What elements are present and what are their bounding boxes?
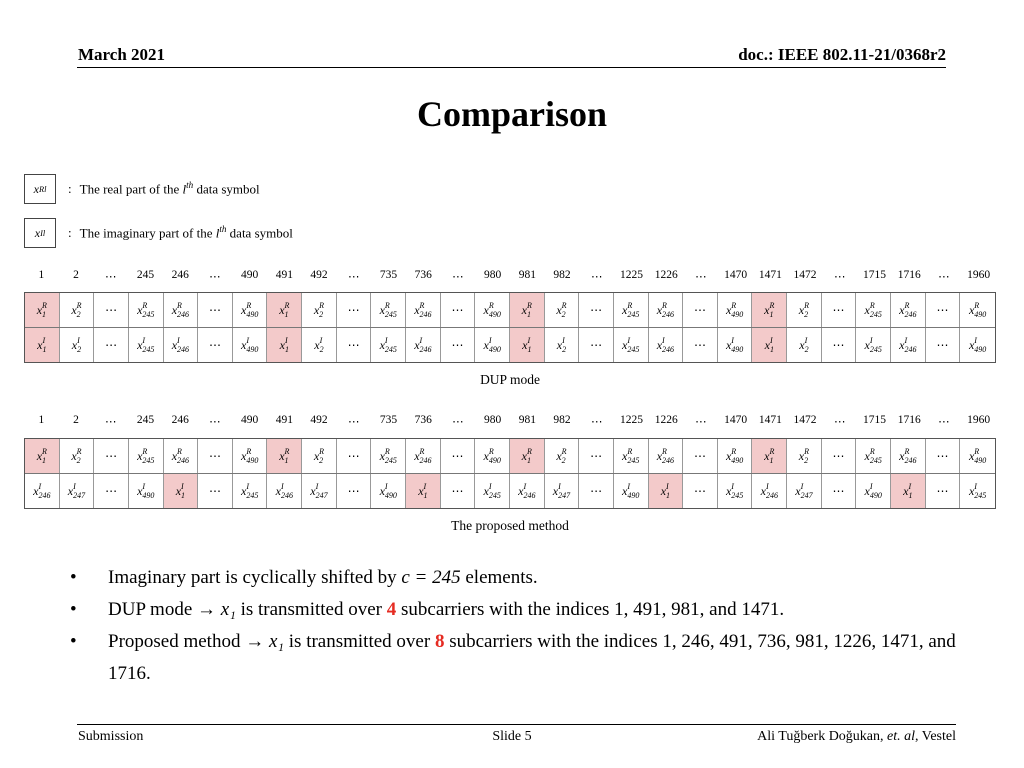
subcarrier-index: 1715 <box>862 414 886 426</box>
subcarrier-index: 1226 <box>654 269 678 281</box>
subcarrier-index: 1225 <box>619 269 643 281</box>
subcarrier-index: ⋯ <box>695 416 707 428</box>
ellipsis-cell: ⋯ <box>926 439 961 473</box>
legend-imag-symbol: x I l <box>24 218 56 248</box>
ellipsis-cell: ⋯ <box>441 328 476 362</box>
bullet-item: • DUP mode → x₁ is transmitted over 4 subcarriers with the indices 1, 491, 981, and 1471. <box>70 599 785 620</box>
symbol-cell: x R 490 <box>718 293 753 327</box>
symbol-cell: x I 246 <box>891 328 926 362</box>
subcarrier-index: 982 <box>553 414 571 426</box>
symbol-cell: x R 490 <box>475 439 510 473</box>
ellipsis-cell: ⋯ <box>683 439 718 473</box>
subcarrier-index: 246 <box>171 269 189 281</box>
subcarrier-index: 245 <box>136 414 155 426</box>
symbol-cell: x I 246 <box>164 328 199 362</box>
subcarrier-index: 736 <box>414 269 432 281</box>
symbol-cell: x R 246 <box>164 439 199 473</box>
symbol-cell: x I 247 <box>545 474 580 508</box>
legend-real-symbol: x R l <box>24 174 56 204</box>
subcarrier-index: 490 <box>241 269 259 281</box>
ellipsis-cell: ⋯ <box>198 439 233 473</box>
subcarrier-index: 1 <box>38 414 45 426</box>
footer-submission: Submission <box>78 729 144 744</box>
symbol-cell: x I 2 <box>302 328 337 362</box>
ellipsis-cell: ⋯ <box>683 293 718 327</box>
legend-real-text: The real part of the $l^{th}$ data symbol <box>79 180 260 197</box>
symbol-cell: x R 1 <box>267 439 302 473</box>
dup-real-row <box>25 293 995 327</box>
symbol-cell: x I 246 <box>25 474 60 508</box>
symbol-cell: x R 490 <box>968 301 987 319</box>
symbol-cell: x I 490 <box>371 474 406 508</box>
subcarrier-index: ⋯ <box>591 416 603 428</box>
subcarrier-index: ⋯ <box>105 416 117 428</box>
subcarrier-index: 491 <box>275 269 293 281</box>
subcarrier-index: ⋯ <box>105 271 117 283</box>
subcarrier-index: 981 <box>518 414 536 426</box>
subcarrier-index: 492 <box>310 414 328 426</box>
slide-title: Comparison <box>416 94 608 134</box>
subcarrier-index: 735 <box>379 414 398 426</box>
symbol-cell: x I 490 <box>614 474 649 508</box>
ellipsis-cell: ⋯ <box>822 293 857 327</box>
ellipsis-cell: ⋯ <box>579 328 614 362</box>
symbol-cell: x R 245 <box>856 293 891 327</box>
proposed-grid <box>24 438 996 509</box>
subcarrier-index: 491 <box>275 414 293 426</box>
symbol-cell: x R 245 <box>129 439 164 473</box>
symbol-cell: x I 245 <box>475 474 510 508</box>
ellipsis-cell: ⋯ <box>441 439 476 473</box>
subcarrier-index: 735 <box>379 269 398 281</box>
symbol-cell: x I 246 <box>267 474 302 508</box>
ellipsis-cell: ⋯ <box>94 328 129 362</box>
symbol-cell: x R 490 <box>233 293 268 327</box>
subcarrier-index: 736 <box>414 414 432 426</box>
symbol-cell: x I 1 <box>649 474 684 508</box>
subcarrier-index: 245 <box>136 269 155 281</box>
subcarrier-index: 1960 <box>967 414 991 426</box>
subcarrier-index: 1960 <box>967 269 991 281</box>
subcarrier-figure <box>24 170 996 533</box>
ellipsis-cell: ⋯ <box>198 474 233 508</box>
footer-author: Ali Tuğberk Doğukan, et. al, Vestel <box>757 729 956 744</box>
dup-imag-row <box>25 327 995 362</box>
symbol-cell: x R 1 <box>510 439 545 473</box>
ellipsis-cell: ⋯ <box>337 328 372 362</box>
proposed-imag-row <box>25 473 995 508</box>
proposed-caption: The proposed method <box>451 518 569 533</box>
subcarrier-index: 1470 <box>724 269 748 281</box>
symbol-cell: x I 245 <box>856 328 891 362</box>
subcarrier-index: 981 <box>518 269 536 281</box>
ellipsis-cell: ⋯ <box>198 293 233 327</box>
subcarrier-index: ⋯ <box>452 416 464 428</box>
subcarrier-index: 1470 <box>724 414 748 426</box>
symbol-cell: x I 1 <box>25 328 60 362</box>
ellipsis-cell: ⋯ <box>683 328 718 362</box>
bullet-item: • Proposed method → x₁ is transmitted over 8 subcarriers with the indices 1, 246, 491, 736, 981, 1226, 1471, and 1716. <box>70 631 956 684</box>
symbol-cell: x I 490 <box>233 328 268 362</box>
symbol-cell: x I 247 <box>302 474 337 508</box>
header-divider <box>77 67 946 68</box>
subcarrier-index: 1226 <box>654 414 678 426</box>
subcarrier-index: 1715 <box>862 269 886 281</box>
symbol-cell: x I 245 <box>614 328 649 362</box>
ellipsis-cell: ⋯ <box>337 439 372 473</box>
symbol-cell: x I 245 <box>233 474 268 508</box>
subcarrier-index: ⋯ <box>834 416 846 428</box>
ellipsis-cell: ⋯ <box>579 293 614 327</box>
ellipsis-cell: ⋯ <box>822 439 857 473</box>
symbol-cell: x I 1 <box>267 328 302 362</box>
subcarrier-index: 982 <box>553 269 571 281</box>
subcarrier-index: 980 <box>484 414 502 426</box>
symbol-cell: x R 490 <box>233 439 268 473</box>
ellipsis-cell: ⋯ <box>441 293 476 327</box>
symbol-cell: x I 2 <box>787 328 822 362</box>
ellipsis-cell: ⋯ <box>683 474 718 508</box>
symbol-cell: x I 490 <box>856 474 891 508</box>
symbol-cell: x R 1 <box>752 293 787 327</box>
symbol-cell: x I 2 <box>545 328 580 362</box>
symbol-cell: x R 490 <box>475 293 510 327</box>
legend-imag-text: The imaginary part of the $l^{th}$ data symbol <box>79 224 293 241</box>
subcarrier-index: 1471 <box>758 414 782 426</box>
subcarrier-index: 492 <box>310 269 328 281</box>
subcarrier-index: 1 <box>38 269 45 281</box>
ellipsis-cell: ⋯ <box>926 328 961 362</box>
ellipsis-cell: ⋯ <box>441 474 476 508</box>
ellipsis-cell: ⋯ <box>198 328 233 362</box>
dup-index-row <box>24 269 996 283</box>
symbol-cell: x R 1 <box>25 439 60 473</box>
ellipsis-cell: ⋯ <box>94 293 129 327</box>
subcarrier-index: 1716 <box>897 414 921 426</box>
symbol-cell: x R 2 <box>787 439 822 473</box>
symbol-cell: x I 1 <box>406 474 441 508</box>
symbol-cell: x R 246 <box>649 293 684 327</box>
symbol-cell: x I 490 <box>129 474 164 508</box>
bullet-list <box>70 562 960 690</box>
subcarrier-index: 490 <box>241 414 259 426</box>
ellipsis-cell: ⋯ <box>337 474 372 508</box>
symbol-cell: x I 245 <box>129 328 164 362</box>
symbol-cell: x I 245 <box>371 328 406 362</box>
subcarrier-index: ⋯ <box>209 416 221 428</box>
subcarrier-index: ⋯ <box>591 271 603 283</box>
symbol-cell: x R 245 <box>371 293 406 327</box>
header-doc-id: doc.: IEEE 802.11-21/0368r2 <box>738 45 946 64</box>
ellipsis-cell: ⋯ <box>926 293 961 327</box>
symbol-cell: x R 245 <box>856 439 891 473</box>
symbol-cell: x R 2 <box>302 293 337 327</box>
footer-slide-number: Slide 5 <box>492 729 532 744</box>
subcarrier-index: 980 <box>484 269 502 281</box>
subcarrier-index: ⋯ <box>695 271 707 283</box>
symbol-cell: x R 245 <box>614 439 649 473</box>
symbol-cell: x I 246 <box>406 328 441 362</box>
ellipsis-cell: ⋯ <box>579 439 614 473</box>
ellipsis-cell: ⋯ <box>337 293 372 327</box>
symbol-cell: x R 245 <box>614 293 649 327</box>
symbol-cell: x R 2 <box>60 293 95 327</box>
subcarrier-index: ⋯ <box>938 416 950 428</box>
legend-real: x R l : The real part of the $l^{th}$ data symbol <box>24 174 260 204</box>
symbol-cell: x I 1 <box>752 328 787 362</box>
symbol-cell: x I 1 <box>164 474 199 508</box>
subcarrier-index: 2 <box>73 269 79 281</box>
symbol-cell: x R 2 <box>60 439 95 473</box>
symbol-cell: x I 247 <box>787 474 822 508</box>
subcarrier-index: ⋯ <box>348 271 360 283</box>
symbol-cell: x R 246 <box>406 439 441 473</box>
symbol-cell: x R 2 <box>302 439 337 473</box>
subcarrier-index: ⋯ <box>938 271 950 283</box>
symbol-cell: x R 2 <box>545 293 580 327</box>
symbol-cell: x R 246 <box>891 439 926 473</box>
symbol-cell: x I 490 <box>475 328 510 362</box>
symbol-cell: x R 246 <box>891 293 926 327</box>
symbol-cell: x I 490 <box>718 328 753 362</box>
bullet-item: • Imaginary part is cyclically shifted by c = 245 elements. <box>70 567 538 588</box>
subcarrier-index: ⋯ <box>209 271 221 283</box>
symbol-cell: x I 2 <box>60 328 95 362</box>
subcarrier-index: 1472 <box>793 269 817 281</box>
subcarrier-index: ⋯ <box>348 416 360 428</box>
proposed-index-row <box>24 414 996 428</box>
subcarrier-index: 1225 <box>619 414 643 426</box>
subcarrier-index: 1716 <box>897 269 921 281</box>
symbol-cell: x I 245 <box>968 482 987 500</box>
symbol-cell: x R 1 <box>267 293 302 327</box>
symbol-cell: x I 246 <box>752 474 787 508</box>
symbol-cell: x I 1 <box>510 328 545 362</box>
ellipsis-cell: ⋯ <box>822 328 857 362</box>
ellipsis-cell: ⋯ <box>926 474 961 508</box>
subcarrier-index: ⋯ <box>452 271 464 283</box>
dup-grid <box>24 292 996 363</box>
subcarrier-index: ⋯ <box>834 271 846 283</box>
header-date: March 2021 <box>78 45 166 64</box>
footer-divider <box>77 724 956 725</box>
symbol-cell: x I 246 <box>649 328 684 362</box>
ellipsis-cell: ⋯ <box>94 474 129 508</box>
subcarrier-index: 246 <box>171 414 189 426</box>
symbol-cell: x I 490 <box>968 336 987 354</box>
symbol-cell: x R 245 <box>129 293 164 327</box>
dup-caption: DUP mode <box>480 372 540 387</box>
symbol-cell: x R 1 <box>25 293 60 327</box>
symbol-cell: x R 2 <box>787 293 822 327</box>
ellipsis-cell: ⋯ <box>579 474 614 508</box>
ellipsis-cell: ⋯ <box>822 474 857 508</box>
symbol-cell: x R 1 <box>510 293 545 327</box>
symbol-cell: x R 246 <box>164 293 199 327</box>
symbol-cell: x R 2 <box>545 439 580 473</box>
symbol-cell: x R 245 <box>371 439 406 473</box>
symbol-cell: x R 490 <box>718 439 753 473</box>
ellipsis-cell: ⋯ <box>94 439 129 473</box>
symbol-cell: x I 1 <box>891 474 926 508</box>
subcarrier-index: 1472 <box>793 414 817 426</box>
symbol-cell: x R 246 <box>649 439 684 473</box>
symbol-cell: x R 1 <box>752 439 787 473</box>
symbol-cell: x R 490 <box>968 447 987 465</box>
symbol-cell: x I 246 <box>510 474 545 508</box>
subcarrier-index: 1471 <box>758 269 782 281</box>
symbol-cell: x I 247 <box>60 474 95 508</box>
subcarrier-index: 2 <box>73 414 79 426</box>
symbol-cell: x I 245 <box>718 474 753 508</box>
legend-imag: x I l : The imaginary part of the $l^{th}$ data symbol <box>24 218 293 248</box>
symbol-cell: x R 246 <box>406 293 441 327</box>
proposed-real-row <box>25 439 995 473</box>
